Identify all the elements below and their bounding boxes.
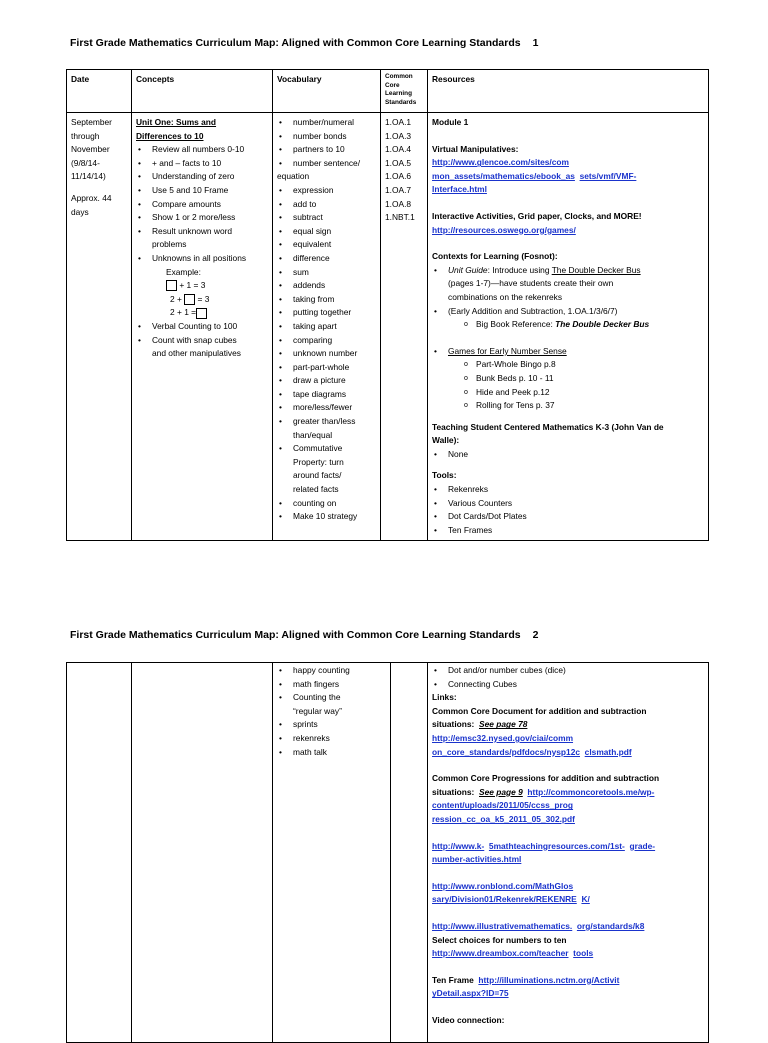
list-item: • equivalent — [277, 238, 376, 252]
list-item: o Bunk Beds p. 10 - 11 — [462, 372, 704, 386]
page-1-number: 1 — [532, 37, 539, 49]
list-item: • (Early Addition and Subtraction, 1.OA.1/3/6/7) — [432, 305, 704, 319]
list-item: • Commutative Property: turn around facts/ related facts — [277, 442, 376, 496]
list-item: • tape diagrams — [277, 388, 376, 402]
list-item: • happy counting — [277, 664, 386, 678]
list-item: • + and – facts to 10 — [136, 157, 268, 171]
list-item: • Review all numbers 0-10 — [136, 143, 268, 157]
page-2-title: First Grade Mathematics Curriculum Map: Aligned with Common Core Learning Standards — [70, 629, 521, 641]
resources-cell: • Dot and/or number cubes (dice) • Connecting Cubes Links: Common Core Document for addition and subtraction situations: See page 78 http://emsc32.nysed.gov/ciai/comm on_core_standards/pdfdocs/nysp12c clsmath.pdf Common Core Progressions for addition and subtraction situations: See page 9 http://commoncoretools.me/wp- content/uploads/2011/05/ccss_prog ression_cc_oa_k5_2011_05_302.pdf http://www.k- 5mathteachingresources.com/1st- grade- number-activities.html http://www.ronblond.com/MathGlos sary/Division01/Rekenrek/REKENRE K/ http://www.illustrativemathematics. org/standards/k8 Select choices for numbers to ten http://www.dreambox.com/teacher tools Ten Frame http://illuminations.nctm.org/Activit yDetail.aspx?ID=75 Video connection: — [428, 663, 709, 1043]
list-item: • more/less/fewer — [277, 401, 376, 415]
concepts-cell: Unit One: Sums and Differences to 10 • Review all numbers 0-10 • + and – facts to 10 • Understanding of zero • Use 5 and 10 Frame • Compare amounts • Show 1 or 2 more/less • Result unknown word problems • Unknowns in all positions Example: + 1 = 3 2 + = 3 2 + 1 = • Verbal Counting to 100 • Count with snap cubes and other manipulatives — [132, 113, 273, 541]
list-item: • Rekenreks — [432, 483, 704, 497]
list-item: o Part-Whole Bingo p.8 — [462, 358, 704, 372]
blank-box — [184, 294, 195, 305]
list-item: o Hide and Peek p.12 — [462, 386, 704, 400]
list-item: • rekenreks — [277, 732, 386, 746]
vocabulary-cell: • number/numeral • number bonds • partners to 10 • number sentence/ equation • expression • add to • subtract • equal sign • equivalent • difference • sum • addends • taking from • putting together • taking apart • comparing • unknown number • part-part-whole • draw a picture • tape diagrams • more/less/fewer • greater than/less than/equal • Commutative Property: turn around facts/ related facts • counting on • Make 10 strategy — [273, 113, 381, 541]
k5-resources-link[interactable]: grade- — [629, 840, 656, 851]
ronblond-link[interactable]: http://www.ronblond.com/MathGlos — [432, 880, 574, 891]
list-item: • Unit Guide: Introduce using The Double Decker Bus (pages 1-7)—have students create their own combinations on the rekenreks — [432, 264, 704, 305]
blank-box — [166, 280, 177, 291]
list-item: • number sentence/ — [277, 157, 376, 171]
vocabulary-list — [277, 664, 386, 759]
list-item: • math fingers — [277, 678, 386, 692]
standard-code: 1.OA.6 — [385, 171, 412, 182]
list-item: • Connecting Cubes — [432, 678, 704, 692]
list-item: • Verbal Counting to 100 — [136, 320, 268, 334]
page-1-title: First Grade Mathematics Curriculum Map: Aligned with Common Core Learning Standards — [70, 37, 521, 49]
date-cell: September through November (9/8/14- 11/14/14) Approx. 44 days — [67, 113, 132, 541]
list-item: • None — [432, 448, 704, 462]
list-item: • taking apart — [277, 320, 376, 334]
oswego-games-link[interactable]: http://resources.oswego.org/games/ — [432, 224, 576, 235]
list-item: • Count with snap cubes and other manipulatives — [136, 334, 268, 361]
list-item: • Result unknown word problems — [136, 225, 268, 252]
list-item: • Unknowns in all positions Example: + 1 = 3 2 + = 3 2 + 1 = — [136, 252, 268, 320]
vocabulary-list — [277, 116, 376, 170]
list-item: • counting on — [277, 497, 376, 511]
list-item: • draw a picture — [277, 374, 376, 388]
ronblond-link[interactable]: K/ — [581, 894, 590, 905]
illuminations-link[interactable]: yDetail.aspx?ID=75 — [432, 988, 509, 999]
list-item: • unknown number — [277, 347, 376, 361]
ronblond-link[interactable]: sary/Division01/Rekenrek/REKENRE — [432, 894, 577, 905]
nysed-link[interactable]: on_core_standards/pdfdocs/nysp12c — [432, 746, 581, 757]
list-item: • number/numeral — [277, 116, 376, 130]
list-item: • number bonds — [277, 130, 376, 144]
list-item: • math talk — [277, 746, 386, 760]
standard-code: 1.OA.1 — [385, 117, 412, 127]
header-date: Date — [67, 70, 132, 113]
unit-one-continued-row — [67, 663, 709, 1043]
commoncoretools-link[interactable]: content/uploads/2011/05/ccss_prog — [432, 800, 574, 811]
list-item: • putting together — [277, 306, 376, 320]
illustrative-math-link[interactable]: org/standards/k8 — [576, 920, 645, 931]
list-item: • Understanding of zero — [136, 170, 268, 184]
list-item: • part-part-whole — [277, 361, 376, 375]
standard-code: 1.OA.4 — [385, 144, 412, 155]
resources-cell: Module 1 Virtual Manipulatives: http://www.glencoe.com/sites/com mon_assets/mathematics/ebook_as sets/vmf/VMF- Interface.html Interactive Activities, Grid paper, Clocks, and MORE! http://resources.oswego.org/games/ Contexts for Learning (Fosnot): • Unit Guide: Introduce using The Double Decker Bus (pages 1-7)—have students create their own combinations on the rekenreks • (Early Addition and Subtraction, 1.OA.1/3/6/7) o Big Book Reference: The Double Decker Bus • Games for Early Number Sense o Part-Whole Bingo p.8 o Bunk Beds p. 10 - 11 o Hide and Peek p.12 o Rolling for Tens p. 37 Teaching Student Centered Mathematics K-3 (John Van de Walle): • None Tools: • Rekenreks • Various Counters • Dot Cards/Dot Plates • Ten Frames — [428, 113, 709, 541]
list-item: • greater than/less than/equal — [277, 415, 376, 442]
dreambox-link[interactable]: tools — [573, 948, 594, 959]
list-item: • subtract — [277, 211, 376, 225]
curriculum-table-page-2 — [66, 662, 709, 1043]
list-item: • equal sign — [277, 225, 376, 239]
header-resources: Resources — [428, 70, 709, 113]
list-item: • sprints — [277, 718, 386, 732]
illuminations-link[interactable]: http://illuminations.nctm.org/Activit — [478, 974, 620, 985]
header-standards: Common Core Learning Standards — [381, 70, 428, 113]
curriculum-table-page-1 — [66, 69, 709, 541]
list-item: • Compare amounts — [136, 198, 268, 212]
list-item: • Use 5 and 10 Frame — [136, 184, 268, 198]
commoncoretools-link[interactable]: ression_cc_oa_k5_2011_05_302.pdf — [432, 813, 575, 824]
list-item: • Dot and/or number cubes (dice) — [432, 664, 704, 678]
standard-code: 1.NBT.1 — [385, 212, 415, 223]
list-item: • comparing — [277, 334, 376, 348]
list-item: o Rolling for Tens p. 37 — [462, 399, 704, 413]
glencoe-link[interactable]: sets/vmf/VMF- — [579, 170, 637, 181]
nysed-link[interactable]: clsmath.pdf — [584, 746, 632, 757]
list-item: • Make 10 strategy — [277, 510, 376, 524]
list-item: • Counting the “regular way” — [277, 691, 386, 718]
list-item: o Big Book Reference: The Double Decker Bus — [462, 318, 704, 332]
vocabulary-cell — [273, 663, 391, 1043]
list-item: • partners to 10 — [277, 143, 376, 157]
list-item: • Dot Cards/Dot Plates — [432, 510, 704, 524]
list-item: • Ten Frames — [432, 524, 704, 538]
k5-resources-link[interactable]: http://www.k- — [432, 840, 485, 851]
header-row — [67, 70, 709, 113]
list-item: • sum — [277, 266, 376, 280]
unit-title: Unit One: Sums and — [136, 117, 217, 127]
blank-box — [196, 308, 207, 319]
module-label: Module 1 — [432, 117, 469, 127]
header-concepts: Concepts — [132, 70, 273, 113]
list-item: • add to — [277, 198, 376, 212]
date-cell — [67, 663, 132, 1043]
concepts-list — [136, 143, 268, 361]
standard-code: 1.OA.5 — [385, 157, 412, 168]
commoncoretools-link[interactable]: http://commoncoretools.me/wp- — [527, 786, 655, 797]
standard-code: 1.OA.7 — [385, 184, 412, 195]
nysed-link[interactable]: http://emsc32.nysed.gov/ciai/comm — [432, 732, 574, 743]
standards-cell — [391, 663, 428, 1043]
glencoe-link[interactable]: mon_assets/mathematics/ebook_as — [432, 170, 575, 181]
k5-resources-link[interactable]: number-activities.html — [432, 854, 522, 865]
standards-cell — [381, 113, 428, 541]
list-item: • taking from — [277, 293, 376, 307]
list-item: • addends — [277, 279, 376, 293]
concepts-cell — [132, 663, 273, 1043]
dreambox-link[interactable]: http://www.dreambox.com/teacher — [432, 948, 569, 959]
list-item: • Various Counters — [432, 497, 704, 511]
glencoe-link[interactable]: Interface.html — [432, 184, 487, 195]
page-1-header — [70, 37, 538, 49]
list-item: • Show 1 or 2 more/less — [136, 211, 268, 225]
standard-code: 1.OA.3 — [385, 130, 412, 141]
standard-code: 1.OA.8 — [385, 198, 412, 209]
glencoe-link[interactable]: http://www.glencoe.com/sites/com — [432, 157, 569, 168]
unit-one-row — [67, 113, 709, 541]
header-vocabulary: Vocabulary — [273, 70, 381, 113]
page-2-header — [70, 629, 538, 641]
list-item: • expression — [277, 184, 376, 198]
list-item: • difference — [277, 252, 376, 266]
page-2-number: 2 — [532, 629, 539, 641]
list-item: • Games for Early Number Sense — [432, 345, 704, 359]
k5-resources-link[interactable]: 5mathteachingresources.com/1st- — [488, 840, 625, 851]
illustrative-math-link[interactable]: http://www.illustrativemathematics. — [432, 920, 573, 931]
